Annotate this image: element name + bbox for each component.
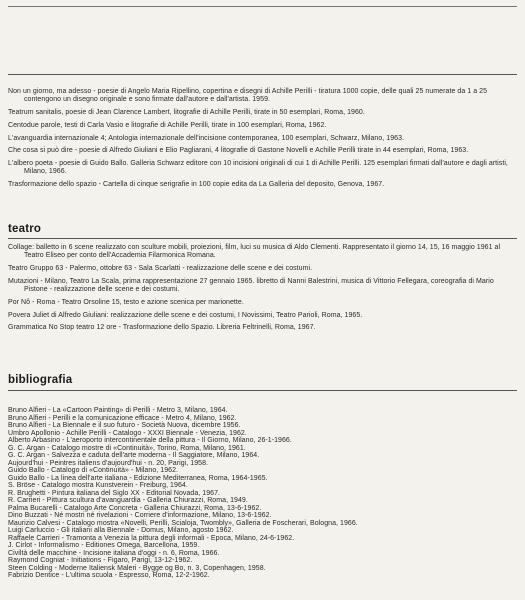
bibliografia-rule [8,390,517,391]
teatro-entry: Mutazioni - Milano, Teatro La Scala, prima rappresentazione 27 gennaio 1965. libretto di Nanni Balestrini, musica di Vittorio Fellegara, coreografia di Mario Pistone - realizzazione delle scene e dei costumi. [8,277,494,293]
teatro-entry: Collage: balletto in 6 scene realizzato con sculture mobili, proiezioni, film, luci su musica di Aldo Clementi. Rappresentato il giorno 14, 15, 16 maggio 1961 al Teatro Eliseo per conto dell'Accademia Filarmonica Romana. [8,244,501,260]
bibliografia-entries [8,407,508,580]
intro-entry: Non un giorno, ma adesso - poesie di Angelo Maria Ripellino, copertina e disegni di Achille Perilli - tiratura 1000 copie, delle quali 25 numerate da 1 a 25 contengono un disegno originale e sono firmate dall'autore e dall'artista. 1959. [8,88,488,104]
intro-entry: L'albero poeta - poesie di Guido Ballo. Galleria Schwarz editore con 10 incisioni originali di cui 1 di Achille Perilli. 125 esemplari firmati dall'autore e dagli artisti, Milano, 1966. [8,160,508,176]
intro-entry: Centodue parole, testi di Carla Vasio e litografie di Achille Perilli, tirate in 100 esemplari, Roma, 1962. [8,121,327,129]
bibliography-entry: Fabrizio Dentice - L'ultima scuola - Espresso, Roma, 12-2-1962. [8,572,210,579]
teatro-rule [8,238,517,239]
bibliography-entry: Luigi Carluccio - Gli italiani alla Biennale - Domus, Milano, agosto 1962. [8,527,234,534]
bibliography-entry: Bruno Alfieri - Perilli e la comunicazione efficace - Metro 4, Milano, 1962. [8,414,237,422]
bibliography-entry: Dino Buzzati - Né mostri né rivelazioni - Corriere d'informazione, Milano, 13-6-1962. [8,512,272,519]
bibliography-entry: Steen Colding - Moderne Italiensk Maleri - Bygge og Bo, n. 3, Copenhagen, 1958. [8,564,266,572]
bibliography-entry: Bruno Alfieri - La «Cartoon Painting» di Perilli - Metro 3, Milano, 1964. [8,407,228,414]
teatro-entry: Teatro Gruppo 63 - Palermo, ottobre 63 - Sala Scarlatti - realizzazione delle scene e dei costumi. [8,265,313,272]
bibliography-entry: Civiltà delle macchine - Incisione italiana d'oggi - n. 6, Roma, 1966. [8,549,220,557]
intro-entry: L'avanguardia internazionale 4; Antologia internazionale dell'incisione contemporanea, 100 esemplari, Schwarz, Milano, 1963. [8,134,405,142]
intro-top-rule [8,74,517,75]
teatro-entry: Povera Juliet di Alfredo Giuliani: realizzazione delle scene e dei costumi, I Novissimi, Teatro Parioli, Roma, 1965. [8,311,363,319]
intro-entries [8,88,508,194]
bibliografia-heading: bibliografia [8,374,73,386]
intro-entry: Teatrum sanitalis, poesie di Jean Clarence Lambert, litografie di Achille Perilli, tirate in 50 esemplari, Roma, 1960. [8,109,365,116]
bibliography-entry: Raffaele Carrieri - Tramonta a Venezia la pittura degli informali - Epoca, Milano, 24-6-1962. [8,534,295,542]
bibliography-entry: S. Bröse - Catalogo mostra Kunstverein - Freiburg, 1964. [8,482,188,489]
bibliography-entry: Umbro Apollonio - Achille Perilli - Catalogo - XXXI Biennale - Venezia, 1962. [8,429,247,437]
bibliography-entry: J. Cirlot - Informalismo - Editiones Omega, Barcellona, 1959. [8,542,200,549]
bibliography-entry: G. C. Argan - Salvezza e caduta dell'arte moderna - Il Saggiatore, Milano, 1964. [8,452,260,459]
bibliography-entry: Alberto Arbasino - L'aeroporto intercontinentale della pittura - Il Giorno, Milano, 26-1-1966. [8,437,292,444]
teatro-entry: Grammatica No Stop teatro 12 ore - Trasformazione dello Spazio. Libreria Feltrinelli, Roma, 1967. [8,324,316,332]
bibliography-entry: R. Carrieri - Pittura scultura d'avanguardia - Galleria Chiurazzi, Roma, 1949. [8,497,248,504]
bibliography-entry: Maurizio Calvesi - Catalogo mostra «Novelli, Perilli, Scialoja, Twombly», Galleria de Foscherari, Bologna, 1966. [8,519,358,527]
bibliography-entry: Aujourd'hui - Peintres italiens d'aujourd'hui - n. 20, Parigi, 1958. [8,459,209,467]
intro-entry: Che cosa si può dire - poesie di Alfredo Giuliani e Elio Pagliarani, 4 litografie di Gastone Novelli e Achille Perilli tirate in 44 esemplari, Roma, 1963. [8,147,469,155]
teatro-entry: Por Nô - Roma - Teatro Orsoline 15, testo e azione scenica per marionette. [8,298,244,306]
bibliography-entry: Raymond Cogniat - Initiations - Figaro, Parigi, 13-12-1962. [8,557,193,564]
teatro-entries [8,244,508,337]
intro-entry: Trasformazione dello spazio - Cartella di cinque serigrafie in 100 copie edita da La Galleria del deposito, Genova, 1967. [8,181,385,189]
bibliography-entry: R. Brughetti - Pintura italiana del Siglo XX - Editorial Novada, 1967. [8,489,221,497]
bibliography-entry: Bruno Alfieri - La Biennale e il suo futuro - Società Nuova, dicembre 1956. [8,422,241,429]
teatro-heading: teatro [8,223,42,235]
bibliography-entry: Guido Ballo - Catalogo di «Continuità» - Milano, 1962. [8,467,179,474]
top-rule [8,6,517,7]
bibliography-entry: Guido Ballo - La linea dell'arte italiana - Edizione Mediterranea, Roma, 1964-1965. [8,474,268,482]
bibliography-entry: G. C. Argan - Catalogo mostre di «Continuità», Torino, Roma, Milano, 1961. [8,444,246,452]
bibliography-entry: Palma Bucarelli - Catalogo Arte Concreta - Galleria Chiurazzi, Roma, 13-6-1962. [8,504,262,512]
